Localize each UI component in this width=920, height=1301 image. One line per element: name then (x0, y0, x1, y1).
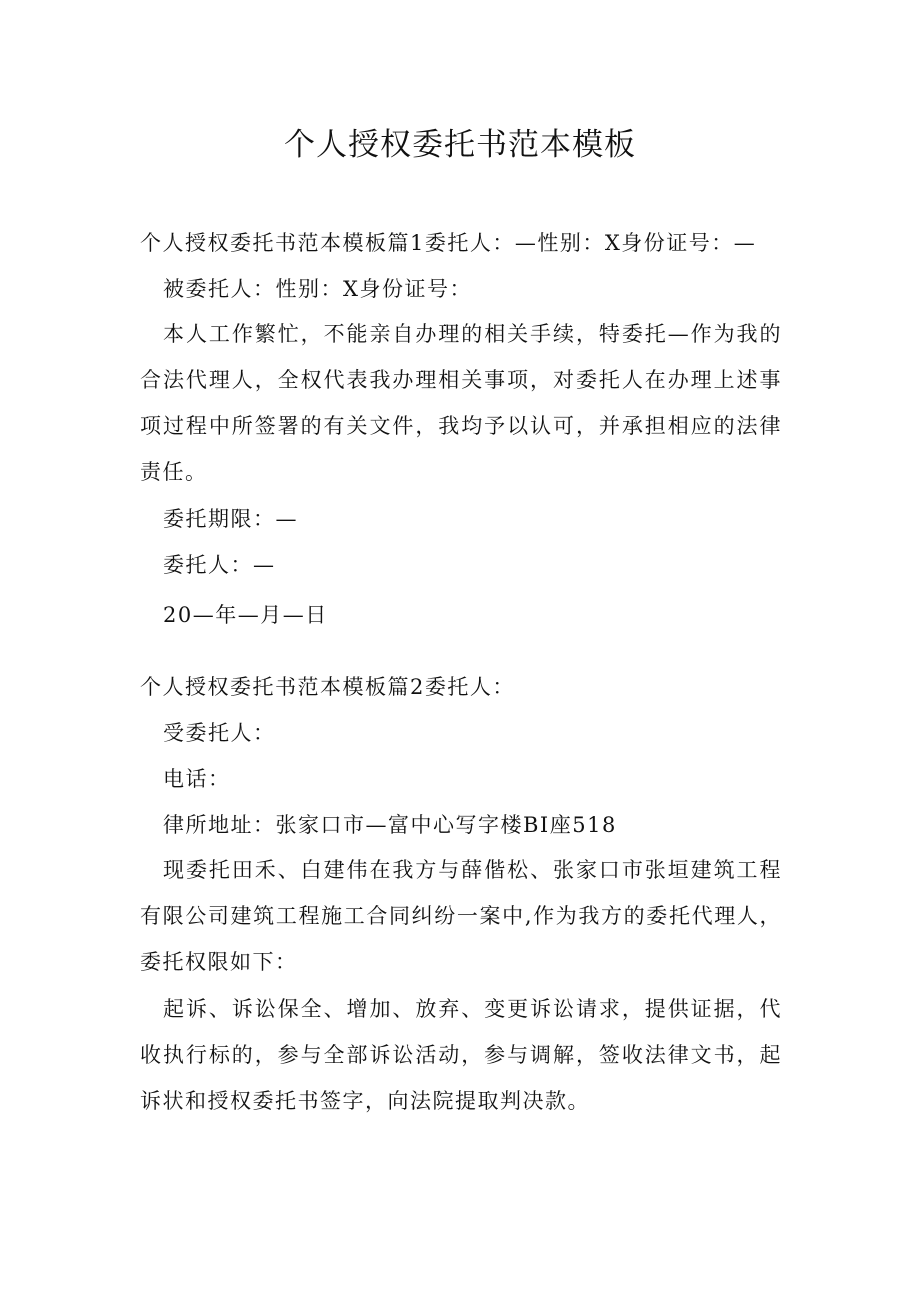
template1-date-line: 20—年—月—日 (163, 603, 328, 627)
template1-trustee-line: 被委托人：性别：X身份证号： (163, 277, 472, 301)
document-title: 个人授权委托书范本模板 (284, 127, 636, 163)
template1-body-paragraph: 本人工作繁忙，不能亲自办理的相关手续，特委托—作为我的合法代理人，全权代表我办理相关事项，对委托人在办理上述事项过程中所签署的有关文件，我均予以认可，并承担相应的法律责任。 (140, 322, 782, 484)
template2-phone-line: 电话： (163, 767, 231, 791)
template2-body-paragraph-1: 现委托田禾、白建伟在我方与薛偕松、张家口市张垣建筑工程有限公司建筑工程施工合同纠纷一案中,作为我方的委托代理人，委托权限如下： (140, 858, 782, 974)
template1-term-line: 委托期限：— (163, 507, 298, 531)
template2-body-paragraph-2: 起诉、诉讼保全、增加、放弃、变更诉讼请求，提供证据，代收执行标的，参与全部诉讼活动，参与调解，签收法律文书，起诉状和授权委托书签字，向法院提取判决款。 (140, 997, 782, 1113)
template2-trustee-line: 受委托人： (163, 721, 276, 745)
template1-heading-line: 个人授权委托书范本模板篇1委托人：—性别：X身份证号：— (140, 231, 757, 255)
template2-heading-line: 个人授权委托书范本模板篇2委托人： (140, 675, 515, 699)
template1-principal-line: 委托人：— (163, 553, 276, 577)
template2-address-line: 律所地址：张家口市—富中心写字楼BI座518 (163, 813, 617, 837)
